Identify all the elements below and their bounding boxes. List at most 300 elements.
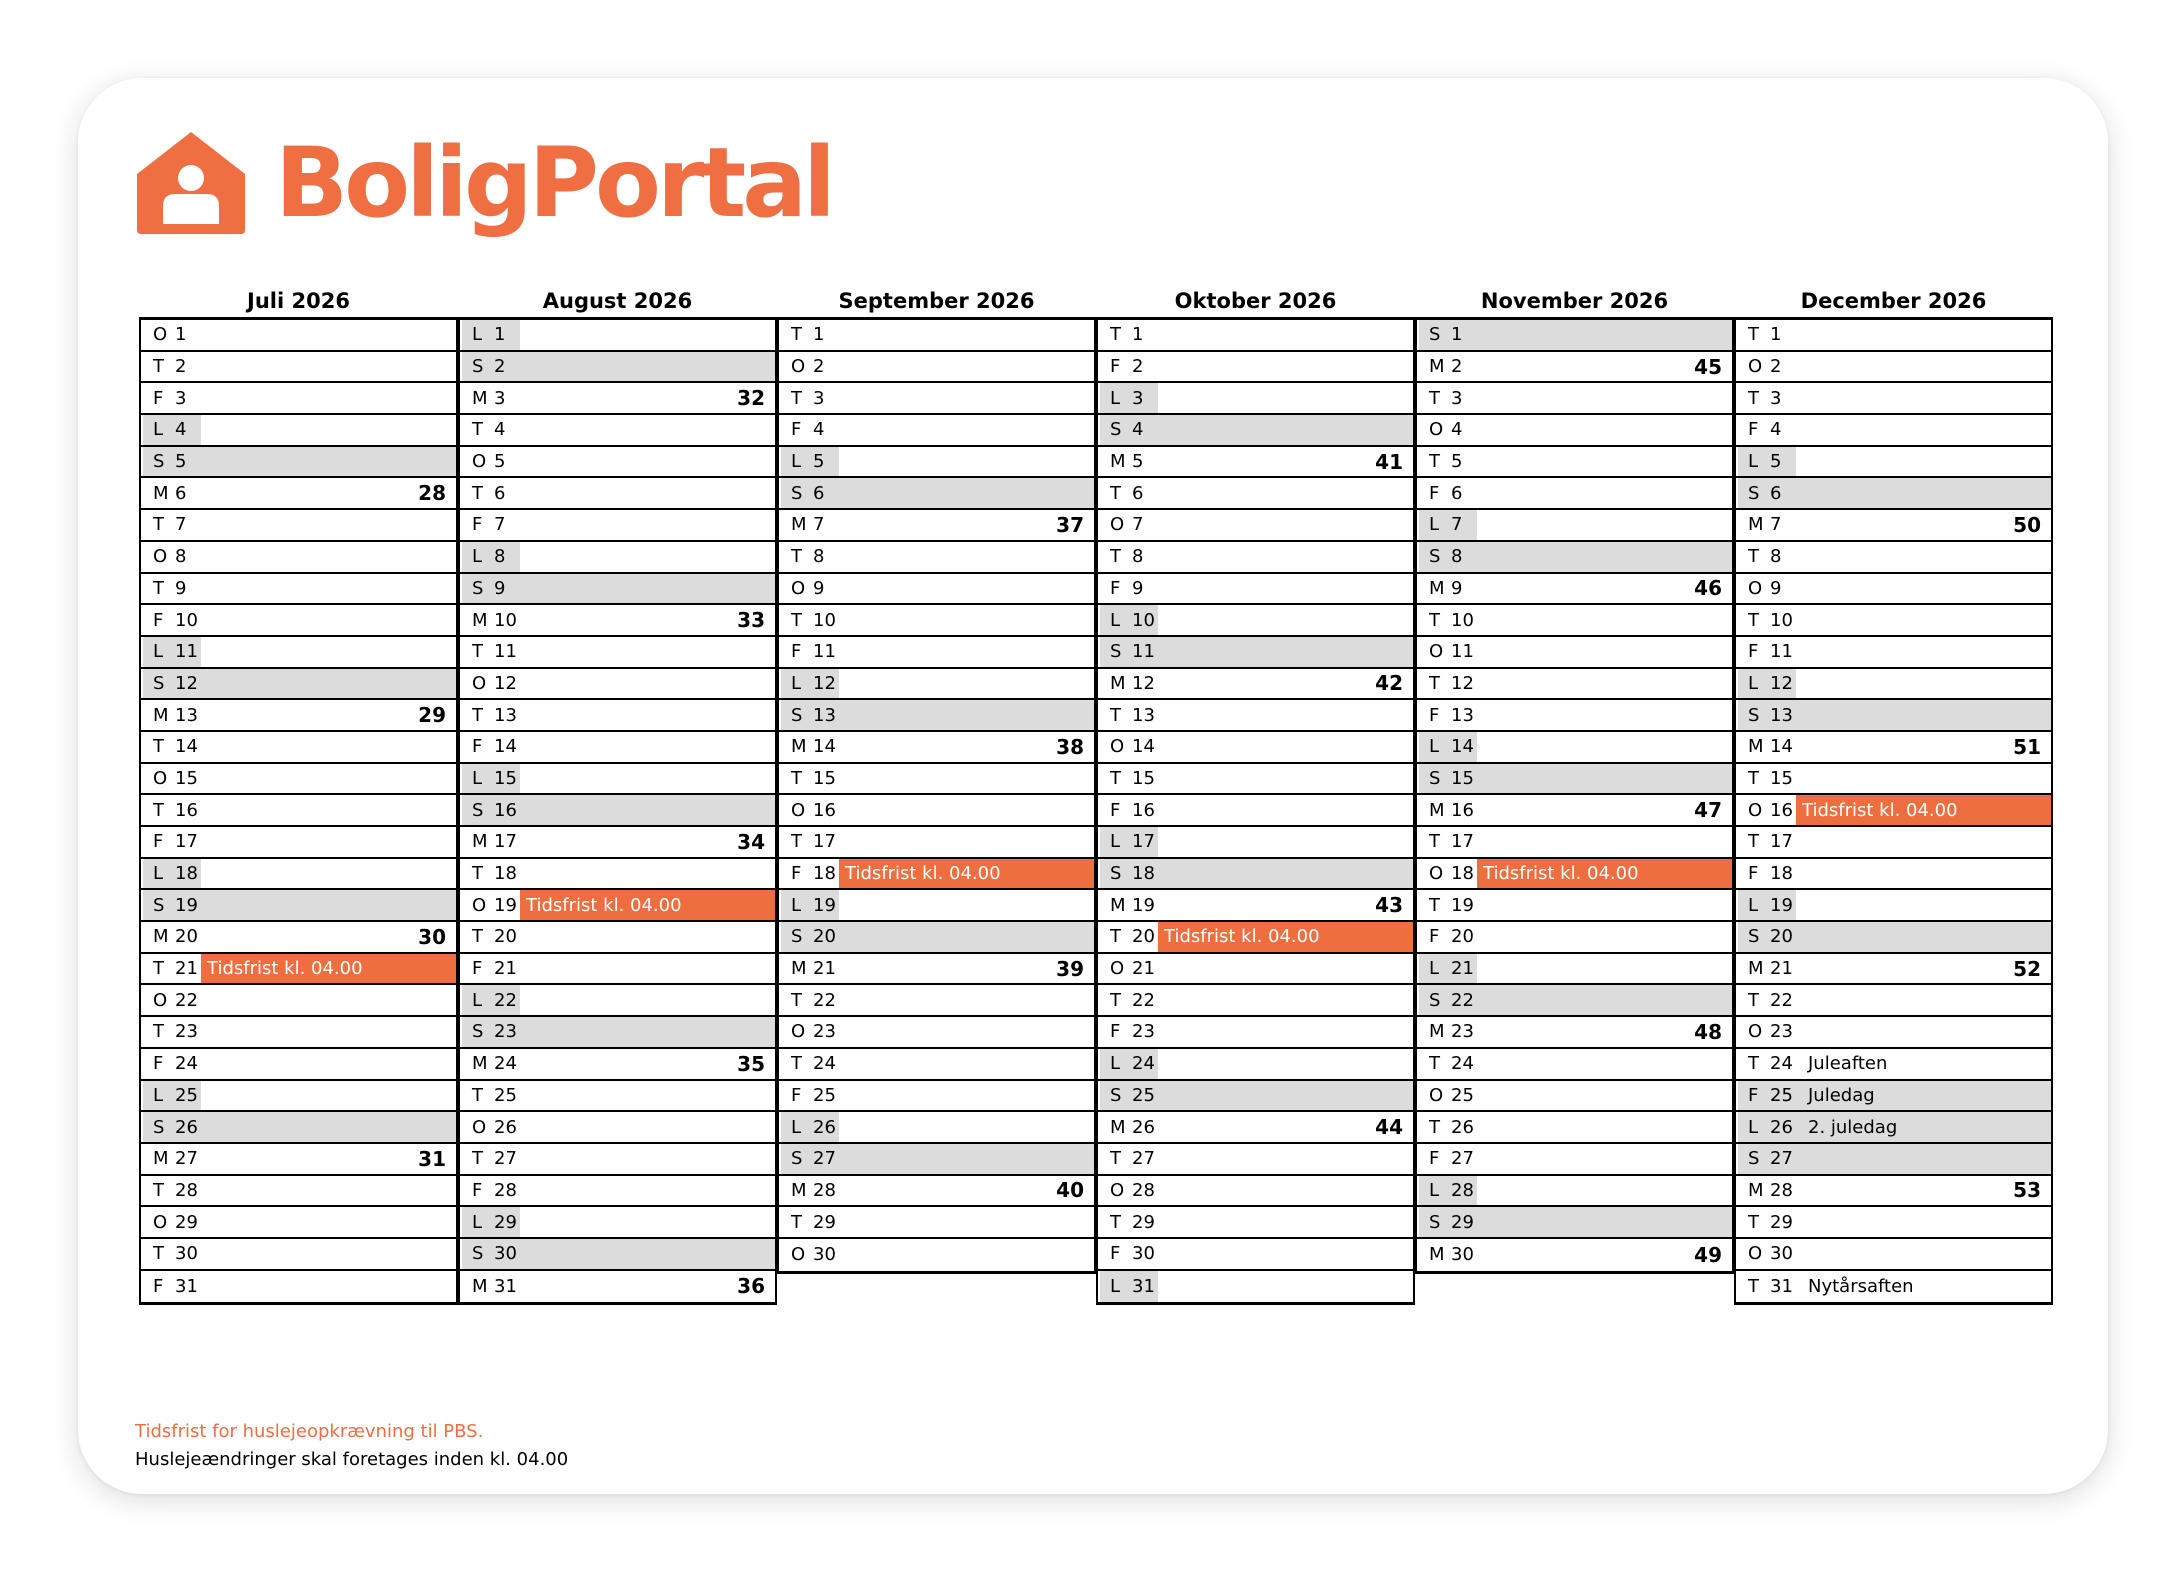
weekday-letter: L bbox=[1110, 1053, 1121, 1075]
day-number: 28 bbox=[1770, 1179, 1793, 1201]
weekday-letter: M bbox=[153, 482, 169, 504]
day-number: 1 bbox=[494, 324, 506, 346]
weekday-letter: T bbox=[153, 958, 164, 980]
day-row bbox=[1417, 574, 1732, 606]
weekday-letter: F bbox=[791, 863, 802, 885]
day-number: 12 bbox=[1770, 672, 1793, 694]
day-number: 23 bbox=[1770, 1021, 1793, 1043]
day-number: 30 bbox=[494, 1243, 517, 1265]
day-row bbox=[1736, 1112, 2051, 1144]
weekday-letter: L bbox=[472, 1211, 483, 1233]
day-number: 14 bbox=[175, 736, 198, 758]
day-number: 10 bbox=[1451, 609, 1474, 631]
week-number: 29 bbox=[418, 703, 446, 728]
day-row bbox=[779, 1144, 1094, 1176]
day-row bbox=[1417, 637, 1732, 669]
day-number: 7 bbox=[1770, 514, 1782, 536]
day-number: 15 bbox=[1132, 767, 1155, 789]
day-row bbox=[460, 447, 775, 479]
week-number: 47 bbox=[1694, 798, 1722, 823]
weekday-letter: M bbox=[1748, 514, 1764, 536]
day-row bbox=[1417, 1144, 1732, 1176]
day-row bbox=[1736, 795, 2051, 827]
weekday-letter: F bbox=[1748, 863, 1759, 885]
weekday-letter: T bbox=[1748, 1211, 1759, 1233]
day-number: 5 bbox=[1132, 451, 1144, 473]
week-number: 37 bbox=[1056, 512, 1084, 537]
day-number: 5 bbox=[1451, 451, 1463, 473]
day-row bbox=[460, 415, 775, 447]
day-number: 11 bbox=[1132, 641, 1155, 663]
weekday-letter: L bbox=[791, 894, 802, 916]
week-number: 49 bbox=[1694, 1242, 1722, 1267]
deadline-badge: Tidsfrist kl. 04.00 bbox=[201, 954, 456, 984]
weekday-letter: O bbox=[791, 577, 806, 599]
day-row bbox=[1098, 1017, 1413, 1049]
weekday-letter: M bbox=[1110, 894, 1126, 916]
day-row bbox=[460, 1112, 775, 1144]
day-number: 29 bbox=[175, 1211, 198, 1233]
brand-name: BoligPortal bbox=[275, 127, 832, 239]
day-row bbox=[1736, 954, 2051, 986]
weekday-letter: M bbox=[153, 704, 169, 726]
weekday-letter: O bbox=[153, 989, 168, 1011]
day-row bbox=[1417, 1081, 1732, 1113]
day-row bbox=[460, 732, 775, 764]
day-row bbox=[141, 605, 456, 637]
day-row bbox=[1417, 352, 1732, 384]
day-number: 4 bbox=[1770, 419, 1782, 441]
day-row bbox=[141, 1049, 456, 1081]
day-row bbox=[460, 320, 775, 352]
day-row bbox=[460, 922, 775, 954]
weekday-letter: O bbox=[472, 894, 487, 916]
day-number: 19 bbox=[813, 894, 836, 916]
day-number: 15 bbox=[813, 767, 836, 789]
day-number: 16 bbox=[1132, 799, 1155, 821]
day-number: 1 bbox=[1770, 324, 1782, 346]
day-number: 25 bbox=[175, 1084, 198, 1106]
day-number: 11 bbox=[494, 641, 517, 663]
day-row bbox=[460, 605, 775, 637]
weekday-letter: F bbox=[1748, 641, 1759, 663]
day-number: 22 bbox=[813, 989, 836, 1011]
month-title: Oktober 2026 bbox=[1174, 289, 1337, 313]
weekday-letter: O bbox=[1110, 1179, 1125, 1201]
day-row bbox=[1417, 383, 1732, 415]
day-number: 5 bbox=[813, 451, 825, 473]
day-row bbox=[779, 320, 1094, 352]
day-row bbox=[141, 510, 456, 542]
week-number: 32 bbox=[737, 386, 765, 411]
day-row bbox=[141, 764, 456, 796]
holiday-label: Nytårsaften bbox=[1808, 1275, 1914, 1297]
weekday-letter: T bbox=[1748, 609, 1759, 631]
day-row bbox=[1098, 1144, 1413, 1176]
weekday-letter: F bbox=[1110, 356, 1121, 378]
day-row bbox=[1098, 954, 1413, 986]
month-column bbox=[777, 285, 1096, 1305]
day-row bbox=[1417, 1017, 1732, 1049]
day-row bbox=[460, 1176, 775, 1208]
month-title: August 2026 bbox=[542, 289, 693, 313]
weekday-letter: F bbox=[1110, 1243, 1121, 1265]
day-number: 20 bbox=[1132, 926, 1155, 948]
day-row bbox=[141, 1176, 456, 1208]
day-number: 29 bbox=[1132, 1211, 1155, 1233]
day-number: 22 bbox=[1451, 989, 1474, 1011]
day-number: 24 bbox=[1770, 1053, 1793, 1075]
weekday-letter: S bbox=[1429, 989, 1441, 1011]
day-row bbox=[779, 352, 1094, 384]
weekday-letter: M bbox=[1110, 1116, 1126, 1138]
weekday-letter: S bbox=[1110, 419, 1122, 441]
weekday-letter: F bbox=[472, 1179, 483, 1201]
weekday-letter: T bbox=[1110, 989, 1121, 1011]
week-number: 35 bbox=[737, 1051, 765, 1076]
deadline-badge: Tidsfrist kl. 04.00 bbox=[520, 890, 775, 920]
weekday-letter: F bbox=[1110, 799, 1121, 821]
day-row bbox=[1736, 985, 2051, 1017]
weekday-letter: T bbox=[153, 736, 164, 758]
day-number: 8 bbox=[175, 546, 187, 568]
day-number: 18 bbox=[1451, 863, 1474, 885]
day-row bbox=[1736, 320, 2051, 352]
day-number: 8 bbox=[494, 546, 506, 568]
day-row bbox=[779, 1176, 1094, 1208]
day-number: 9 bbox=[1770, 577, 1782, 599]
day-number: 4 bbox=[175, 419, 187, 441]
day-number: 29 bbox=[1770, 1211, 1793, 1233]
day-number: 19 bbox=[175, 894, 198, 916]
day-row bbox=[1736, 827, 2051, 859]
weekday-letter: F bbox=[472, 958, 483, 980]
day-number: 15 bbox=[494, 767, 517, 789]
week-number: 42 bbox=[1375, 671, 1403, 696]
day-row bbox=[141, 1239, 456, 1271]
weekday-letter: L bbox=[472, 546, 483, 568]
day-row bbox=[779, 954, 1094, 986]
weekday-letter: M bbox=[1429, 1244, 1445, 1266]
weekday-letter: F bbox=[153, 609, 164, 631]
day-row bbox=[460, 700, 775, 732]
day-number: 13 bbox=[175, 704, 198, 726]
day-row bbox=[779, 1081, 1094, 1113]
day-number: 10 bbox=[175, 609, 198, 631]
day-number: 28 bbox=[1451, 1179, 1474, 1201]
day-number: 24 bbox=[175, 1053, 198, 1075]
day-number: 27 bbox=[494, 1148, 517, 1170]
day-row bbox=[141, 1207, 456, 1239]
weekday-letter: T bbox=[153, 1179, 164, 1201]
day-row bbox=[1098, 732, 1413, 764]
day-number: 22 bbox=[494, 989, 517, 1011]
weekday-letter: F bbox=[1429, 482, 1440, 504]
day-row bbox=[779, 447, 1094, 479]
day-number: 26 bbox=[1132, 1116, 1155, 1138]
weekday-letter: O bbox=[472, 672, 487, 694]
day-row bbox=[460, 1239, 775, 1271]
weekday-letter: T bbox=[1429, 831, 1440, 853]
day-number: 10 bbox=[494, 609, 517, 631]
day-row bbox=[1417, 954, 1732, 986]
month-title: November 2026 bbox=[1480, 289, 1669, 313]
day-number: 23 bbox=[1132, 1021, 1155, 1043]
weekday-letter: O bbox=[1748, 356, 1763, 378]
day-row bbox=[460, 574, 775, 606]
day-row bbox=[141, 637, 456, 669]
weekday-letter: M bbox=[1748, 1179, 1764, 1201]
day-list bbox=[1415, 317, 1734, 1274]
day-number: 11 bbox=[1770, 641, 1793, 663]
day-row bbox=[141, 1112, 456, 1144]
day-number: 17 bbox=[175, 831, 198, 853]
day-number: 25 bbox=[494, 1084, 517, 1106]
weekday-letter: O bbox=[791, 356, 806, 378]
day-row bbox=[1736, 700, 2051, 732]
day-number: 8 bbox=[1770, 546, 1782, 568]
day-number: 13 bbox=[1132, 704, 1155, 726]
day-number: 9 bbox=[1451, 577, 1463, 599]
day-number: 17 bbox=[494, 831, 517, 853]
day-number: 25 bbox=[1132, 1084, 1155, 1106]
day-row bbox=[1736, 383, 2051, 415]
footer-deadline-note: Tidsfrist for huslejeopkrævning til PBS. bbox=[135, 1421, 484, 1442]
day-row bbox=[141, 700, 456, 732]
week-number: 43 bbox=[1375, 893, 1403, 918]
day-number: 28 bbox=[1132, 1179, 1155, 1201]
day-number: 11 bbox=[813, 641, 836, 663]
day-row bbox=[460, 510, 775, 542]
weekday-letter: T bbox=[791, 387, 802, 409]
weekday-letter: T bbox=[1429, 1053, 1440, 1075]
year-calendar bbox=[139, 285, 2053, 1305]
day-row bbox=[1098, 1207, 1413, 1239]
day-row bbox=[460, 352, 775, 384]
month-column bbox=[139, 285, 458, 1305]
day-row bbox=[1417, 1176, 1732, 1208]
day-row bbox=[1736, 510, 2051, 542]
day-number: 7 bbox=[494, 514, 506, 536]
day-row bbox=[1417, 795, 1732, 827]
day-row bbox=[1417, 922, 1732, 954]
holiday-label: Juledag bbox=[1808, 1084, 1875, 1106]
day-number: 28 bbox=[813, 1179, 836, 1201]
day-row bbox=[141, 352, 456, 384]
weekday-letter: S bbox=[791, 926, 803, 948]
day-row bbox=[1417, 415, 1732, 447]
day-number: 20 bbox=[813, 926, 836, 948]
day-row bbox=[1098, 352, 1413, 384]
day-number: 3 bbox=[494, 387, 506, 409]
weekday-letter: S bbox=[1429, 324, 1441, 346]
day-row bbox=[141, 383, 456, 415]
weekday-letter: T bbox=[472, 926, 483, 948]
day-row bbox=[1736, 605, 2051, 637]
day-row bbox=[1736, 1144, 2051, 1176]
weekday-letter: T bbox=[1110, 1211, 1121, 1233]
weekday-letter: T bbox=[1110, 324, 1121, 346]
footer-change-note: Huslejeændringer skal foretages inden kl. 04.00 bbox=[135, 1449, 569, 1470]
day-row bbox=[1098, 827, 1413, 859]
day-number: 21 bbox=[1770, 958, 1793, 980]
day-number: 10 bbox=[1132, 609, 1155, 631]
day-number: 30 bbox=[175, 1243, 198, 1265]
day-row bbox=[460, 1081, 775, 1113]
weekday-letter: T bbox=[472, 482, 483, 504]
day-row bbox=[141, 985, 456, 1017]
day-row bbox=[1736, 732, 2051, 764]
day-number: 13 bbox=[1770, 704, 1793, 726]
weekday-letter: L bbox=[791, 672, 802, 694]
weekday-letter: O bbox=[153, 767, 168, 789]
day-number: 2 bbox=[1132, 356, 1144, 378]
day-number: 17 bbox=[1132, 831, 1155, 853]
month-column bbox=[1734, 285, 2053, 1305]
day-row bbox=[1736, 669, 2051, 701]
day-number: 21 bbox=[1451, 958, 1474, 980]
weekday-letter: S bbox=[1110, 1084, 1122, 1106]
day-number: 27 bbox=[813, 1148, 836, 1170]
day-number: 23 bbox=[1451, 1021, 1474, 1043]
weekday-letter: F bbox=[1748, 1084, 1759, 1106]
day-row bbox=[779, 669, 1094, 701]
weekday-letter: S bbox=[472, 577, 484, 599]
weekday-letter: F bbox=[1110, 577, 1121, 599]
day-number: 30 bbox=[813, 1244, 836, 1266]
day-number: 24 bbox=[1451, 1053, 1474, 1075]
day-number: 17 bbox=[813, 831, 836, 853]
deadline-badge: Tidsfrist kl. 04.00 bbox=[1158, 922, 1413, 952]
weekday-letter: F bbox=[791, 1084, 802, 1106]
day-list bbox=[139, 317, 458, 1305]
day-number: 18 bbox=[175, 863, 198, 885]
day-row bbox=[460, 764, 775, 796]
weekday-letter: S bbox=[1748, 1148, 1760, 1170]
day-number: 7 bbox=[1451, 514, 1463, 536]
day-number: 17 bbox=[1451, 831, 1474, 853]
holiday-label: Juleaften bbox=[1808, 1053, 1888, 1075]
holiday-label: 2. juledag bbox=[1808, 1116, 1898, 1138]
day-row bbox=[1098, 985, 1413, 1017]
day-row bbox=[141, 447, 456, 479]
day-row bbox=[141, 922, 456, 954]
day-number: 6 bbox=[1770, 482, 1782, 504]
weekday-letter: L bbox=[1748, 672, 1759, 694]
day-row bbox=[1098, 859, 1413, 891]
day-row bbox=[1736, 447, 2051, 479]
day-number: 13 bbox=[813, 704, 836, 726]
week-number: 50 bbox=[2013, 512, 2041, 537]
day-number: 12 bbox=[1451, 672, 1474, 694]
day-number: 23 bbox=[175, 1021, 198, 1043]
day-number: 18 bbox=[1770, 863, 1793, 885]
day-row bbox=[141, 415, 456, 447]
week-number: 31 bbox=[418, 1146, 446, 1171]
weekday-letter: L bbox=[1110, 1275, 1121, 1297]
weekday-letter: O bbox=[1110, 736, 1125, 758]
day-number: 18 bbox=[813, 863, 836, 885]
day-number: 31 bbox=[175, 1275, 198, 1297]
day-number: 13 bbox=[494, 704, 517, 726]
week-number: 44 bbox=[1375, 1115, 1403, 1140]
day-number: 2 bbox=[1770, 356, 1782, 378]
day-number: 4 bbox=[813, 419, 825, 441]
week-number: 40 bbox=[1056, 1178, 1084, 1203]
day-row bbox=[1736, 352, 2051, 384]
day-number: 5 bbox=[175, 451, 187, 473]
weekday-letter: M bbox=[1429, 577, 1445, 599]
day-row bbox=[779, 415, 1094, 447]
weekday-letter: S bbox=[1110, 641, 1122, 663]
day-number: 26 bbox=[494, 1116, 517, 1138]
month-column bbox=[458, 285, 777, 1305]
day-number: 26 bbox=[175, 1116, 198, 1138]
weekday-letter: M bbox=[1110, 672, 1126, 694]
day-row bbox=[460, 985, 775, 1017]
weekday-letter: T bbox=[791, 609, 802, 631]
week-number: 34 bbox=[737, 829, 765, 854]
day-number: 1 bbox=[813, 324, 825, 346]
weekday-letter: O bbox=[153, 546, 168, 568]
day-row bbox=[779, 605, 1094, 637]
day-number: 21 bbox=[175, 958, 198, 980]
day-number: 3 bbox=[175, 387, 187, 409]
weekday-letter: T bbox=[153, 1243, 164, 1265]
weekday-letter: M bbox=[1429, 356, 1445, 378]
day-number: 7 bbox=[813, 514, 825, 536]
weekday-letter: T bbox=[1748, 324, 1759, 346]
day-row bbox=[1417, 320, 1732, 352]
day-number: 5 bbox=[494, 451, 506, 473]
day-number: 5 bbox=[1770, 451, 1782, 473]
weekday-letter: O bbox=[1110, 514, 1125, 536]
weekday-letter: F bbox=[791, 419, 802, 441]
day-number: 20 bbox=[175, 926, 198, 948]
day-row bbox=[1098, 795, 1413, 827]
weekday-letter: L bbox=[791, 1116, 802, 1138]
weekday-letter: F bbox=[153, 831, 164, 853]
day-number: 30 bbox=[1451, 1244, 1474, 1266]
weekday-letter: L bbox=[1429, 1179, 1440, 1201]
weekday-letter: T bbox=[791, 989, 802, 1011]
day-row bbox=[460, 383, 775, 415]
day-number: 21 bbox=[813, 958, 836, 980]
day-number: 2 bbox=[1451, 356, 1463, 378]
day-row bbox=[779, 637, 1094, 669]
day-number: 16 bbox=[494, 799, 517, 821]
day-list bbox=[1734, 317, 2053, 1305]
day-number: 8 bbox=[1132, 546, 1144, 568]
day-row bbox=[141, 795, 456, 827]
weekday-letter: T bbox=[1748, 387, 1759, 409]
day-row bbox=[779, 827, 1094, 859]
day-row bbox=[1098, 415, 1413, 447]
day-row bbox=[1098, 478, 1413, 510]
day-row bbox=[1098, 922, 1413, 954]
weekday-letter: S bbox=[1429, 1211, 1441, 1233]
day-row bbox=[779, 890, 1094, 922]
weekday-letter: L bbox=[1110, 609, 1121, 631]
day-row bbox=[1736, 478, 2051, 510]
day-number: 25 bbox=[813, 1084, 836, 1106]
day-number: 18 bbox=[494, 863, 517, 885]
weekday-letter: O bbox=[1429, 1084, 1444, 1106]
day-number: 22 bbox=[175, 989, 198, 1011]
day-row bbox=[1098, 383, 1413, 415]
day-number: 6 bbox=[1132, 482, 1144, 504]
day-row bbox=[779, 574, 1094, 606]
